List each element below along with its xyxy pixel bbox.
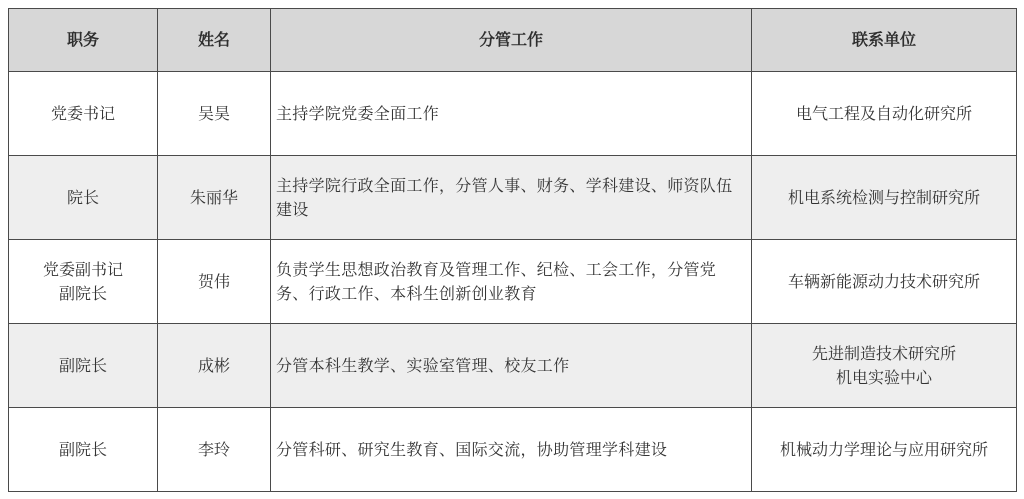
duties-cell: 分管科研、研究生教育、国际交流，协助管理学科建设: [271, 408, 752, 492]
unit-text: 机械动力学理论与应用研究所: [779, 439, 988, 459]
column-header-duties: 分管工作: [271, 9, 752, 72]
duties-cell: 主持学院行政全面工作，分管人事、财务、学科建设、师资队伍建设: [271, 156, 752, 240]
position-text: 党委副书记: [42, 259, 123, 279]
unit-text: 电气工程及自动化研究所: [795, 103, 972, 123]
unit-cell: [752, 72, 1017, 156]
column-header-name: 姓名: [158, 9, 271, 72]
column-header-position: 职务: [9, 9, 158, 72]
leadership-table: [8, 8, 1017, 492]
name-cell: 朱丽华: [158, 156, 271, 240]
duties-cell: 主持学院党委全面工作: [271, 72, 752, 156]
column-header-unit: 联系单位: [752, 9, 1017, 72]
table-row: [9, 240, 1017, 324]
duties-cell: 分管本科生教学、实验室管理、校友工作: [271, 324, 752, 408]
unit-text: 车辆新能源动力技术研究所: [787, 271, 980, 291]
unit-cell: [752, 324, 1017, 408]
table-header: [9, 9, 1017, 72]
table-row: [9, 156, 1017, 240]
position-text: 副院长: [58, 283, 107, 303]
unit-text: 机电实验中心: [835, 367, 932, 387]
table-row: [9, 324, 1017, 408]
position-cell: [9, 156, 158, 240]
unit-cell: [752, 240, 1017, 324]
position-text: 党委书记: [50, 103, 115, 123]
position-cell: [9, 408, 158, 492]
unit-cell: [752, 156, 1017, 240]
table-row: [9, 72, 1017, 156]
position-text: 副院长: [58, 439, 107, 459]
name-cell: 李玲: [158, 408, 271, 492]
name-cell: 吴昊: [158, 72, 271, 156]
position-cell: [9, 324, 158, 408]
unit-cell: [752, 408, 1017, 492]
position-text: 副院长: [58, 355, 107, 375]
unit-text: 先进制造技术研究所: [811, 343, 956, 363]
duties-cell: 负责学生思想政治教育及管理工作、纪检、工会工作，分管党务、行政工作、本科生创新创业教育: [271, 240, 752, 324]
name-cell: 贺伟: [158, 240, 271, 324]
name-cell: 成彬: [158, 324, 271, 408]
position-text: 院长: [66, 187, 99, 207]
position-cell: [9, 240, 158, 324]
header-row: [9, 9, 1017, 72]
position-cell: [9, 72, 158, 156]
table-body: [9, 72, 1017, 492]
table-row: [9, 408, 1017, 492]
unit-text: 机电系统检测与控制研究所: [787, 187, 980, 207]
